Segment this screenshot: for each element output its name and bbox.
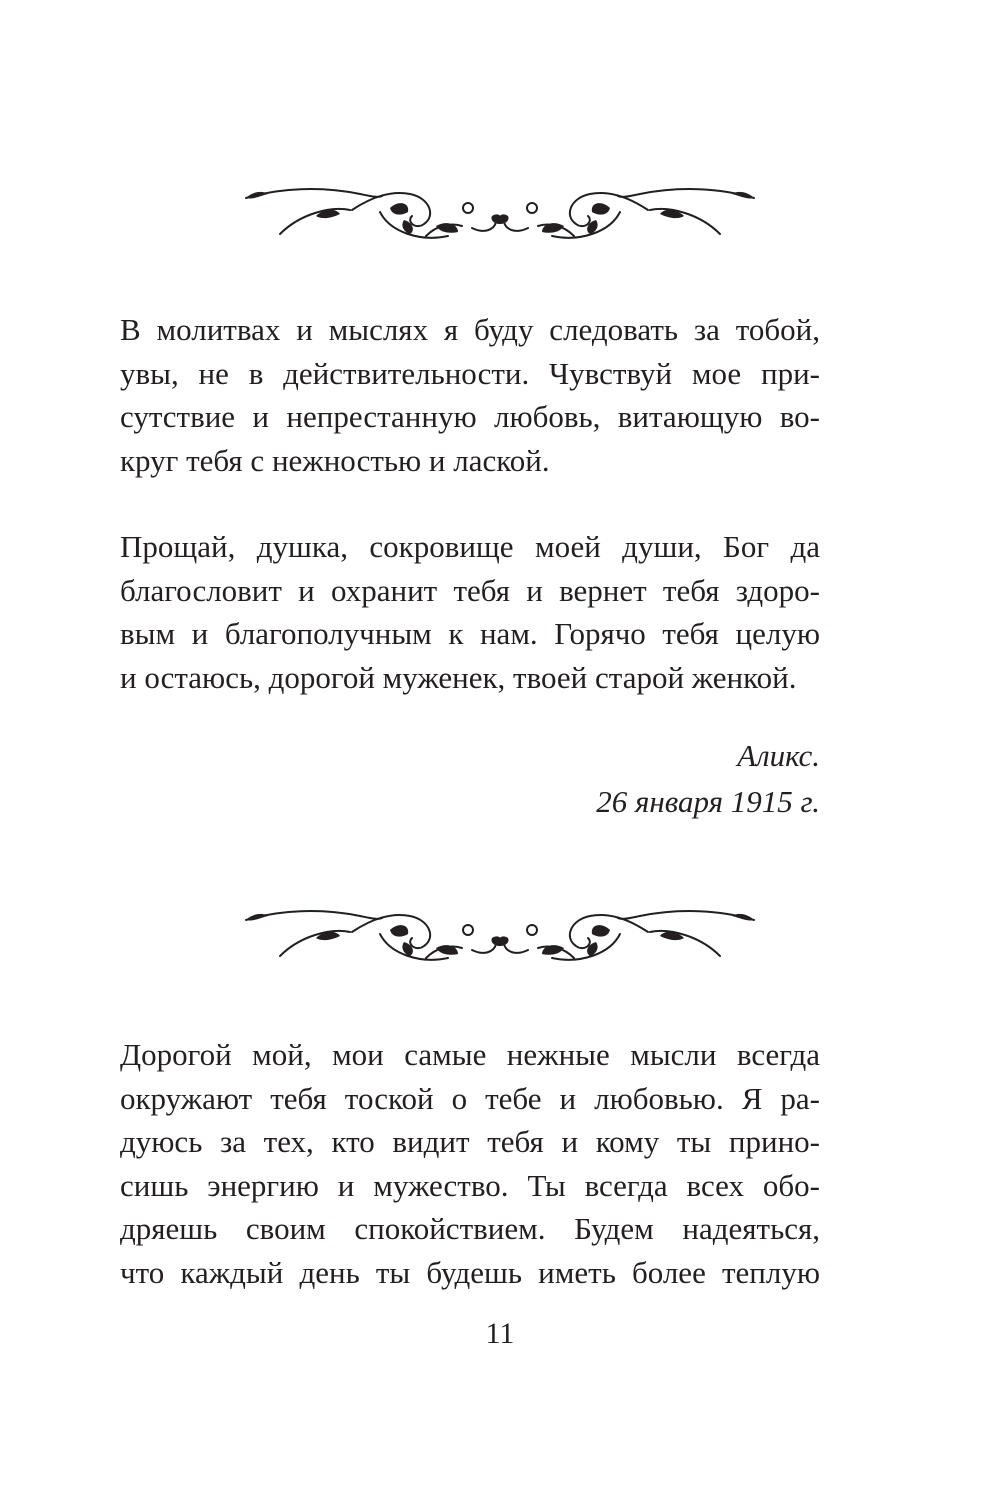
letter-date: 26 января 1915 г.: [596, 784, 820, 819]
text-line: увы, не в действительности. Чувствуй мое при-: [120, 355, 820, 391]
signature-block: [120, 733, 820, 825]
text-line: дряешь своим спокойствием. Будем надеяться,: [120, 1211, 820, 1246]
text-line: и остаюсь, дорогой муженек, твоей старой женкой.: [120, 659, 797, 695]
text-line: что каждый день ты будешь иметь более теплую: [120, 1254, 820, 1290]
text-line: сишь энергию и мужество. Ты всегда всех обо-: [120, 1167, 820, 1203]
text-line: дуюсь за тех, кто видит тебя и кому ты прино-: [120, 1124, 820, 1159]
text-line: окружают тебя тоской о тебе и любовью. Я ра-: [120, 1080, 820, 1116]
paragraph-3: [120, 1033, 820, 1294]
text-line: Прощай, душка, сокровище моей души, Бог да: [120, 529, 820, 564]
ornament-divider-top: [240, 176, 760, 256]
text-line: благословит и охранит тебя и вернет тебя здоро-: [120, 572, 820, 608]
text-line: В молитвах и мыслях я буду следовать за тобой,: [120, 312, 820, 347]
flourish-ornament-icon: [240, 176, 760, 256]
paragraph-1: [120, 308, 820, 482]
page-number: 11: [485, 1317, 515, 1350]
text-line: сутствие и непрестанную любовь, витающую во-: [120, 399, 820, 434]
signature-name: Аликс.: [737, 738, 820, 773]
flourish-ornament-icon: [240, 898, 760, 978]
paragraph-2: [120, 525, 820, 699]
text-line: вым и благополучным к нам. Горячо тебя целую: [120, 616, 820, 651]
text-line: круг тебя с нежностью и лаской.: [120, 442, 550, 478]
ornament-divider-middle: [240, 898, 760, 978]
text-line: Дорогой мой, мои самые нежные мысли всегда: [120, 1037, 820, 1072]
